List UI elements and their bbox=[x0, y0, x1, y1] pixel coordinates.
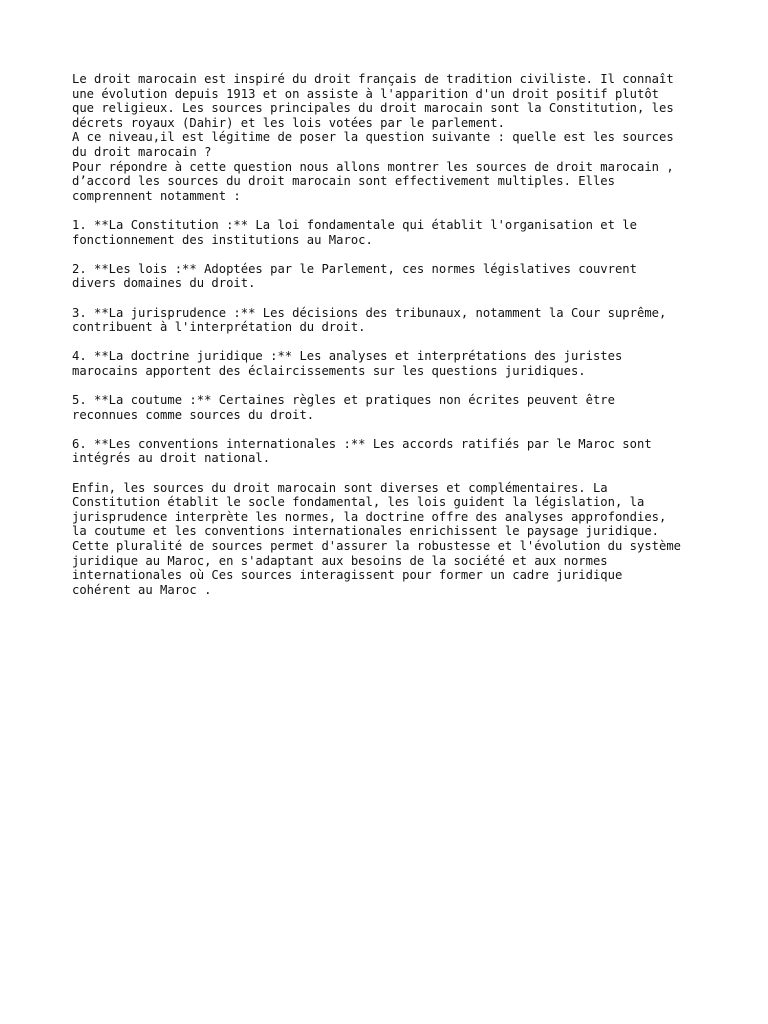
paragraph-spacer bbox=[72, 422, 712, 437]
text-line: la coutume et les conventions internationales enrichissent le paysage juridique. bbox=[72, 524, 659, 539]
text-line: contribuent à l'interprétation du droit. bbox=[72, 320, 366, 335]
text-line: Cette pluralité de sources permet d'assurer la robustesse et l'évolution du système bbox=[72, 539, 682, 553]
text-line: marocains apportent des éclaircissements sur les questions juridiques. bbox=[72, 363, 586, 378]
intro-paragraph bbox=[72, 72, 712, 203]
text-line: Enfin, les sources du droit marocain sont diverses et complémentaires. La bbox=[72, 480, 608, 495]
conclusion-paragraph bbox=[72, 481, 712, 598]
text-line: intégrés au droit national. bbox=[72, 451, 271, 466]
text-line: Le droit marocain est inspiré du droit français de tradition civiliste. Il connaît bbox=[72, 72, 674, 86]
text-line: d’accord les sources du droit marocain sont effectivement multiples. Elles bbox=[72, 174, 615, 189]
text-line: 1. **La Constitution :** La loi fondamentale qui établit l'organisation et le bbox=[72, 217, 637, 232]
text-line: divers domaines du droit. bbox=[72, 276, 256, 291]
text-line: comprennent notamment : bbox=[72, 188, 241, 203]
list-item bbox=[72, 218, 712, 247]
text-line: que religieux. Les sources principales du droit marocain sont la Constitution, les bbox=[72, 101, 674, 116]
text-line: A ce niveau,il est légitime de poser la question suivante : quelle est les sources bbox=[72, 130, 674, 145]
text-line: 2. **Les lois :** Adoptées par le Parlement, ces normes législatives couvrent bbox=[72, 261, 637, 276]
paragraph-spacer bbox=[72, 291, 712, 306]
text-line: du droit marocain ? bbox=[72, 144, 212, 159]
text-line: reconnues comme sources du droit. bbox=[72, 407, 315, 422]
list-item bbox=[72, 262, 712, 291]
text-line: internationales où Ces sources interagissent pour former un cadre juridique bbox=[72, 568, 623, 583]
text-line: décrets royaux (Dahir) et les lois votées par le parlement. bbox=[72, 115, 505, 130]
text-line: juridique au Maroc, en s'adaptant aux besoins de la société et aux normes bbox=[72, 553, 608, 568]
text-line: Constitution établit le socle fondamental, les lois guident la législation, la bbox=[72, 495, 645, 510]
list-item bbox=[72, 437, 712, 466]
text-line: Pour répondre à cette question nous allons montrer les sources de droit marocain , bbox=[72, 159, 674, 174]
list-item bbox=[72, 393, 712, 422]
paragraph-spacer bbox=[72, 247, 712, 262]
paragraph-spacer bbox=[72, 466, 712, 481]
text-line: cohérent au Maroc . bbox=[72, 582, 212, 597]
list-item bbox=[72, 349, 712, 378]
list-item bbox=[72, 306, 712, 335]
paragraph-spacer bbox=[72, 378, 712, 393]
text-line: jurisprudence interprète les normes, la doctrine offre des analyses approfondies, bbox=[72, 509, 667, 524]
text-line: 3. **La jurisprudence :** Les décisions des tribunaux, notamment la Cour suprême, bbox=[72, 305, 667, 320]
text-line: 6. **Les conventions internationales :** Les accords ratifiés par le Maroc sont bbox=[72, 436, 652, 451]
text-line: une évolution depuis 1913 et on assiste à l'apparition d'un droit positif plutôt bbox=[72, 86, 659, 101]
document-page bbox=[72, 72, 712, 597]
paragraph-spacer bbox=[72, 335, 712, 350]
text-line: 4. **La doctrine juridique :** Les analyses et interprétations des juristes bbox=[72, 349, 623, 364]
text-line: fonctionnement des institutions au Maroc. bbox=[72, 232, 373, 247]
paragraph-spacer bbox=[72, 203, 712, 218]
text-line: 5. **La coutume :** Certaines règles et pratiques non écrites peuvent être bbox=[72, 393, 615, 408]
